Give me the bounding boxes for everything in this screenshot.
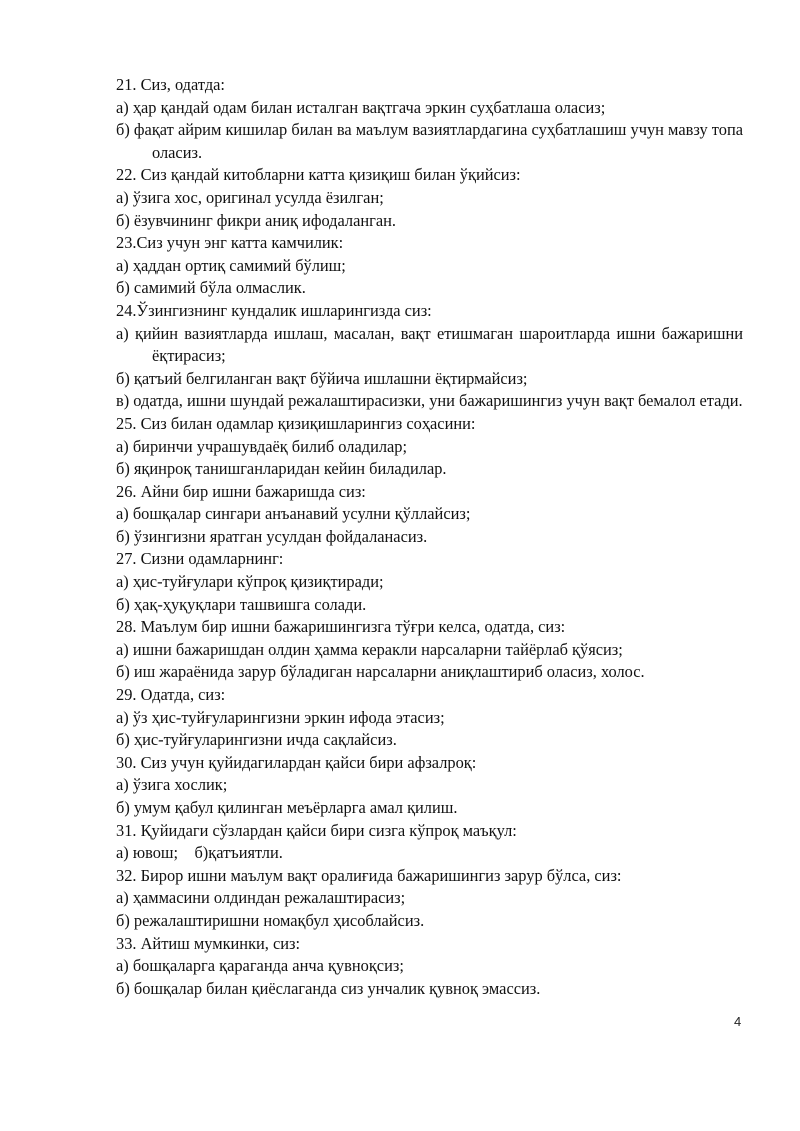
answer-33-b: б) бошқалар билан қиёслаганда сиз унчалик қувноқ эмассиз. (116, 978, 541, 998)
answer-25-a: а) биринчи учрашувдаёқ билиб оладилар; (116, 436, 408, 456)
question-26: 26. Айни бир ишни бажаришда сиз: (116, 481, 366, 501)
answer-29-a: а) ўз ҳис-туйғуларингизни эркин ифода этасиз; (116, 707, 445, 727)
question-32: 32. Бирор ишни маълум вақт оралиғида бажаришингиз зарур бўлса, сиз: (116, 865, 622, 885)
answer-30-b: б) умум қабул қилинган меъёрларга амал қилиш. (116, 798, 458, 817)
answer-24-b: б) қатъий белгиланган вақт бўйича ишлашни ёқтирмайсиз; (116, 368, 528, 388)
answer-23-b: б) самимий бўла олмаслик. (116, 278, 306, 298)
question-22: 22. Сиз қандай китобларни катта қизиқиш билан ўқийсиз: (116, 165, 521, 185)
answer-32-a: а) ҳаммасини олдиндан режалаштирасиз; (116, 888, 406, 908)
answer-27-a: а) ҳис-туйғулари кўпроқ қизиқтиради; (116, 572, 384, 592)
question-23: 23.Сиз учун энг катта камчилик: (116, 233, 344, 253)
answer-24-a: а) қийин вазиятларда ишлаш, масалан, вақт етишмаган шароитларда ишни бажаришни ёқтирасиз; (116, 323, 743, 366)
answer-29-b: б) ҳис-туйғуларингизни ичда сақлайсиз. (116, 730, 397, 750)
answer-27-b: б) ҳақ-ҳуқуқлари ташвишга солади. (116, 594, 367, 614)
answer-33-a: а) бошқаларга қараганда анча қувноқсиз; (116, 956, 404, 976)
answer-22-a: а) ўзига хос, оригинал усулда ёзилган; (116, 187, 384, 207)
question-24: 24.Ўзингизнинг кундалик ишларингизда сиз: (116, 300, 432, 320)
question-21: 21. Сиз, одатда: (116, 75, 225, 94)
answer-30-a: а) ўзига хослик; (116, 775, 228, 795)
question-29: 29. Одатда, сиз: (116, 685, 226, 705)
page-number: 4 (734, 1014, 742, 1029)
answer-24-c: в) одатда, ишни шундай режалаштирасизки, уни бажаришингиз учун вақт бемалол етади. (116, 391, 743, 411)
question-27: 27. Сизни одамларнинг: (116, 549, 284, 569)
question-31: 31. Қуйидаги сўзлардан қайси бири сизга кўпроқ маъқул: (116, 820, 517, 840)
answer-26-a: а) бошқалар сингари анъанавий усулни қўллайсиз; (116, 504, 471, 524)
answer-26-b: б) ўзингизни яратган усулдан фойдаланасиз. (116, 526, 428, 546)
answer-21-a: а) ҳар қандай одам билан исталган вақтгача эркин суҳбатлаша оласиз; (116, 97, 606, 117)
question-33: 33. Айтиш мумкинки, сиз: (116, 933, 301, 953)
answer-21-b: б) фақат айрим кишилар билан ва маълум вазиятлардагина суҳбатлашиш учун мавзу топа оласиз. (116, 120, 743, 162)
question-30: 30. Сиз учун қуйидагилардан қайси бири афзалроқ: (116, 752, 477, 772)
answer-23-a: а) ҳаддан ортиқ самимий бўлиш; (116, 255, 346, 275)
answer-25-b: б) яқинроқ танишганларидан кейин биладилар. (116, 459, 447, 479)
answer-28-a: а) ишни бажаришдан олдин ҳамма керакли нарсаларни тайёрлаб қўясиз; (116, 639, 623, 659)
answer-22-b: б) ёзувчининг фикри аниқ ифодаланган. (116, 210, 397, 230)
answer-32-b: б) режалаштиришни номақбул ҳисоблайсиз. (116, 910, 425, 930)
question-28: 28. Маълум бир ишни бажаришингизга тўғри келса, одатда, сиз: (116, 617, 566, 637)
answer-28-b: б) иш жараёнида зарур бўладиган нарсаларни аниқлаштириб оласиз, холос. (116, 662, 645, 682)
answer-31: а) ювош; б)қатъиятли. (116, 843, 283, 863)
document-body (116, 74, 743, 1000)
question-25: 25. Сиз билан одамлар қизиқишларингиз соҳасини: (116, 413, 476, 433)
